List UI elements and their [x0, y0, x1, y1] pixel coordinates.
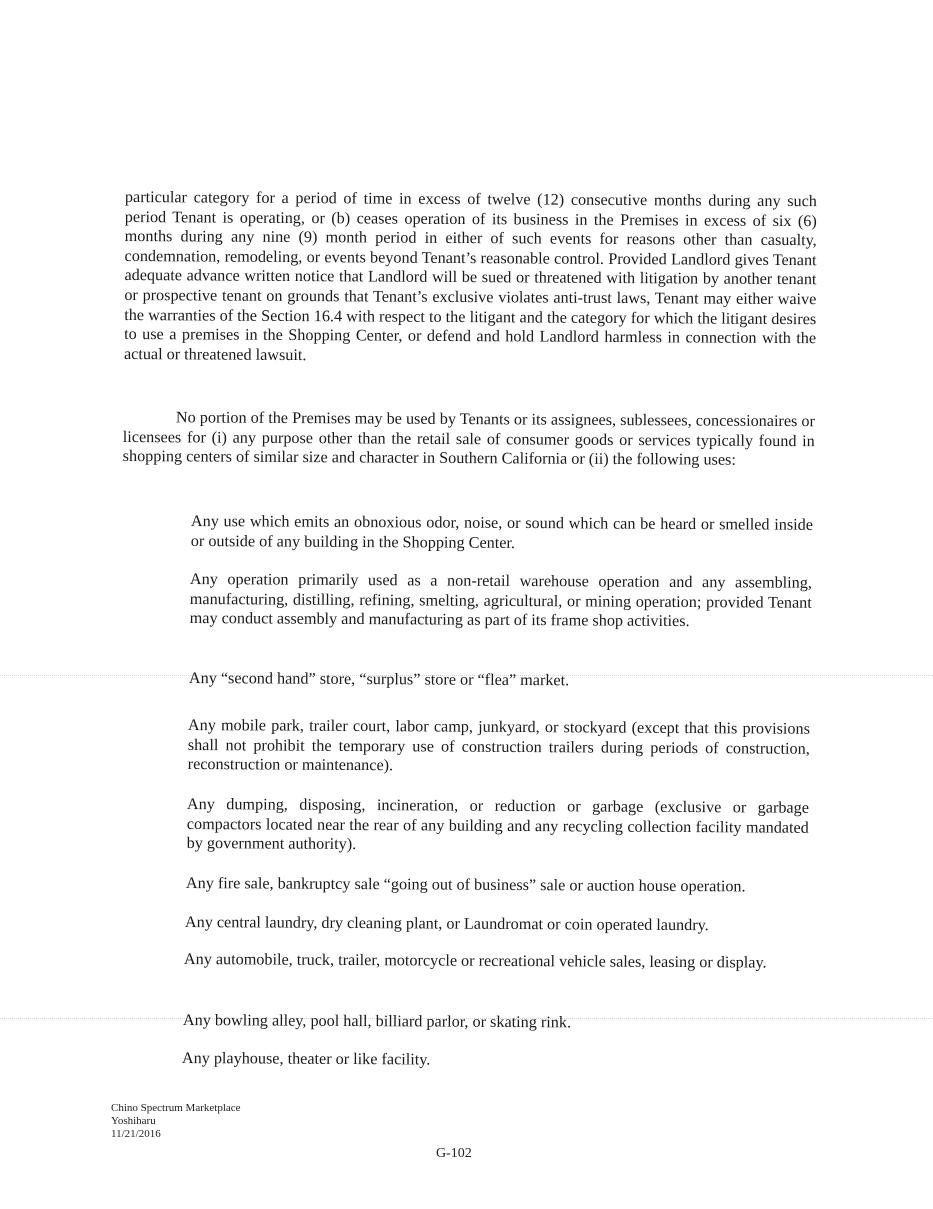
footer-project-name: Chino Spectrum Marketplace	[111, 1102, 241, 1114]
paragraph-continuation: particular category for a period of time in excess of twelve (12) consecutive months during any such period Tenant is operating, or (b) ceases operation of its business in the Premises in excess of six (6) months during any nine (9) month period in either of such events for reasons other than casualty, condemnation, remodeling, or events beyond Tenant’s reasonable control. Provided Landlord gives Tenant adequate advance written notice that Landlord will be sued or threatened with litigation by another tenant or prospective tenant on grounds that Tenant’s exclusive violates anti-trust laws, Tenant may either waive the warranties of the Section 16.4 with respect to the litigant and the category for which the litigant desires to use a premises in the Shopping Center, or defend and hold Landlord harmless in connection with the actual or threatened lawsuit.	[123, 188, 817, 364]
prohibited-use-item: Any use which emits an obnoxious odor, noise, or sound which can be heard or smelled inside or outside of any building in the Shopping Center.	[190, 512, 813, 552]
footer-date: 11/21/2016	[111, 1128, 161, 1141]
prohibited-use-item: Any bowling alley, pool hall, billiard parlor, or skating rink.	[182, 1011, 572, 1032]
prohibited-use-item: Any fire sale, bankruptcy sale “going out of business” sale or auction house operation.	[185, 874, 746, 896]
prohibited-use-item: Any “second hand” store, “surplus” store or “flea” market.	[188, 669, 570, 690]
paragraph-prohibited-uses-intro: No portion of the Premises may be used by Tenants or its assignees, sublessees, concessionaires or licensees for (i) any purpose other than the retail sale of consumer goods or services typically found in shopping centers of similar size and character in Southern California or (ii) the following uses:	[122, 408, 815, 469]
document-footer	[111, 1102, 241, 1142]
prohibited-use-item: Any automobile, truck, trailer, motorcycle or recreational vehicle sales, leasing or display.	[183, 950, 767, 972]
prohibited-use-item: Any dumping, disposing, incineration, or reduction or garbage (exclusive or garbage compactors located near the rear of any building and any recycling collection facility mandated by government authority).	[186, 795, 809, 854]
prohibited-use-item: Any mobile park, trailer court, labor camp, junkyard, or stockyard (except that this provisions shall not prohibit the temporary use of construction trailers during periods of construction, reconstruction or maintenance).	[187, 716, 810, 775]
page-number: G-102	[436, 1146, 472, 1161]
prohibited-use-item: Any central laundry, dry cleaning plant, or Laundromat or coin operated laundry.	[184, 913, 709, 935]
prohibited-use-item: Any playhouse, theater or like facility.	[181, 1049, 431, 1069]
prohibited-use-item: Any operation primarily used as a non-retail warehouse operation and any assembling, manufacturing, distilling, refining, smelting, agricultural, or mining operation; provided Tenant may conduct assembly and manufacturing as part of its frame shop activities.	[189, 570, 812, 631]
footer-tenant-name: Yoshiharu	[111, 1115, 156, 1128]
